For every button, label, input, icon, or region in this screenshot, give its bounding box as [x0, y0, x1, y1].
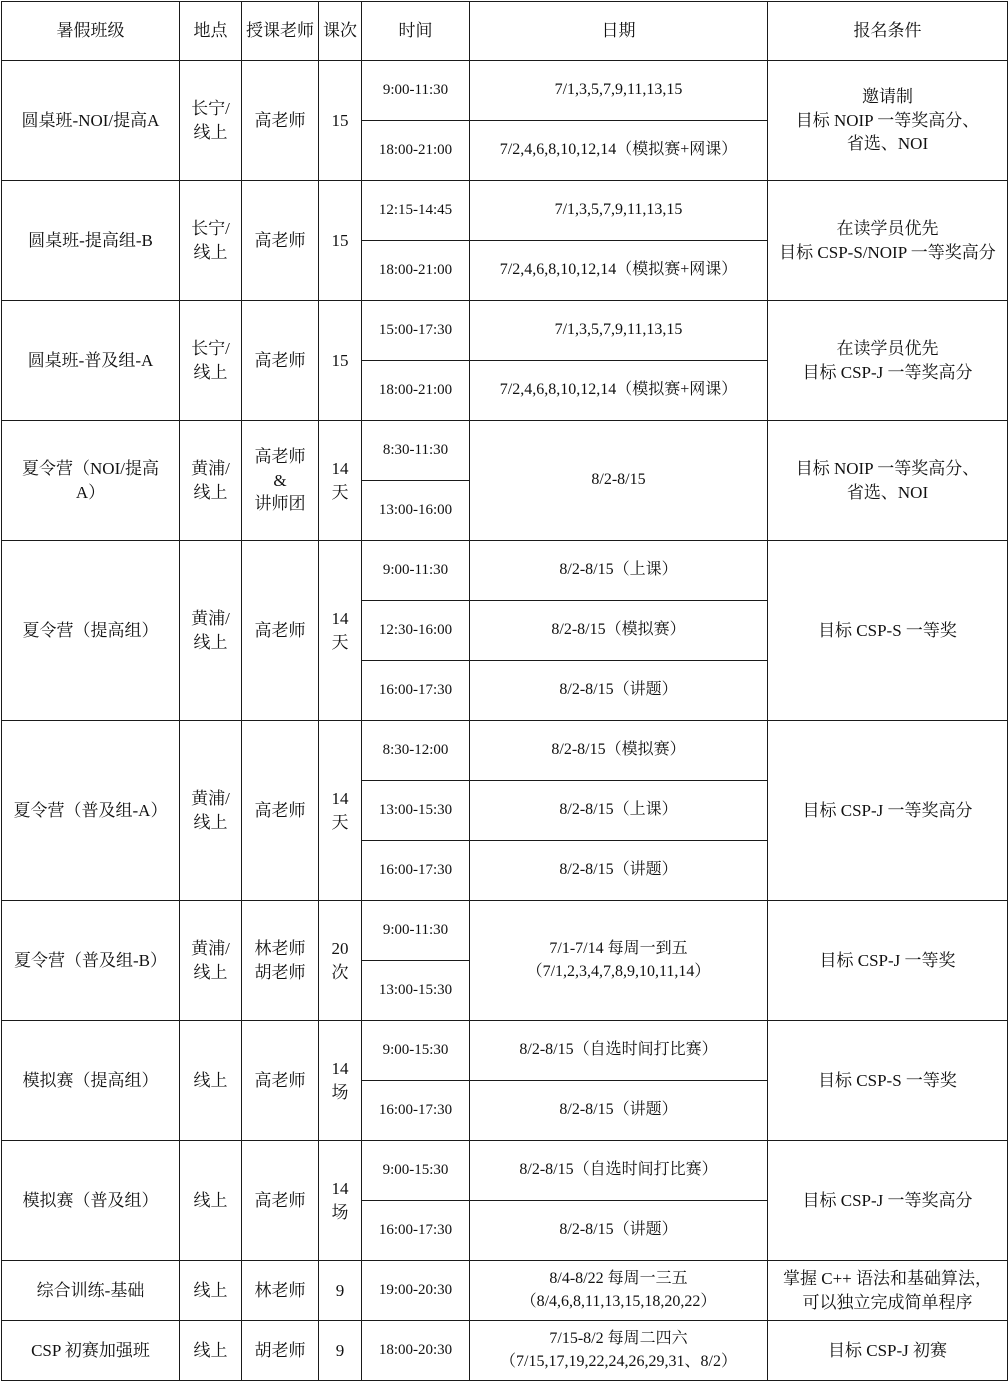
sessions: 20 次 — [319, 901, 362, 1021]
teacher: 林老师 胡老师 — [242, 901, 319, 1021]
time-slot: 8:30-11:30 — [362, 421, 470, 481]
time-slot: 9:00-11:30 — [362, 61, 470, 121]
location: 黄浦/ 线上 — [180, 901, 242, 1021]
location: 长宁/ 线上 — [180, 61, 242, 181]
date-range: 7/1,3,5,7,9,11,13,15 — [470, 181, 768, 241]
sessions: 14 场 — [319, 1141, 362, 1261]
date-range: 7/15-8/2 每周二四六 （7/15,17,19,22,24,26,29,31、8/2） — [470, 1321, 768, 1381]
table-row — [2, 1261, 1008, 1321]
table-row — [2, 301, 1008, 361]
requirement: 邀请制 目标 NOIP 一等奖高分、 省选、NOI — [768, 61, 1008, 181]
requirement: 在读学员优先 目标 CSP-J 一等奖高分 — [768, 301, 1008, 421]
teacher: 高老师 — [242, 1021, 319, 1141]
requirement: 目标 CSP-J 一等奖 — [768, 901, 1008, 1021]
location: 线上 — [180, 1141, 242, 1261]
time-slot: 9:00-11:30 — [362, 541, 470, 601]
teacher: 高老师 — [242, 181, 319, 301]
class-name: 夏令营（普及组-B） — [2, 901, 180, 1021]
location: 线上 — [180, 1021, 242, 1141]
teacher: 林老师 — [242, 1261, 319, 1321]
date-range: 8/2-8/15（自选时间打比赛） — [470, 1021, 768, 1081]
table-row — [2, 1321, 1008, 1381]
header-time: 时间 — [362, 2, 470, 61]
time-slot: 18:00-21:00 — [362, 121, 470, 181]
date-range: 8/2-8/15（模拟赛） — [470, 721, 768, 781]
date-range: 8/2-8/15（模拟赛） — [470, 601, 768, 661]
requirement: 目标 CSP-J 一等奖高分 — [768, 721, 1008, 901]
class-name: 夏令营（提高组） — [2, 541, 180, 721]
time-slot: 18:00-21:00 — [362, 241, 470, 301]
date-range: 8/2-8/15（讲题） — [470, 1081, 768, 1141]
time-slot: 18:00-21:00 — [362, 361, 470, 421]
date-range: 8/2-8/15 — [470, 421, 768, 541]
location: 黄浦/ 线上 — [180, 541, 242, 721]
sessions: 14 天 — [319, 541, 362, 721]
teacher: 胡老师 — [242, 1321, 319, 1381]
table-row — [2, 1021, 1008, 1081]
table-row — [2, 541, 1008, 601]
table-row — [2, 181, 1008, 241]
date-range: 7/2,4,6,8,10,12,14（模拟赛+网课） — [470, 361, 768, 421]
date-range: 8/2-8/15（讲题） — [470, 1201, 768, 1261]
teacher: 高老师 — [242, 721, 319, 901]
time-slot: 8:30-12:00 — [362, 721, 470, 781]
time-slot: 12:15-14:45 — [362, 181, 470, 241]
location: 线上 — [180, 1261, 242, 1321]
date-range: 8/2-8/15（自选时间打比赛） — [470, 1141, 768, 1201]
requirement: 目标 CSP-J 初赛 — [768, 1321, 1008, 1381]
time-slot: 13:00-15:30 — [362, 961, 470, 1021]
time-slot: 13:00-15:30 — [362, 781, 470, 841]
time-slot: 12:30-16:00 — [362, 601, 470, 661]
time-slot: 9:00-11:30 — [362, 901, 470, 961]
class-name: 夏令营（NOI/提高 A） — [2, 421, 180, 541]
date-range: 7/1,3,5,7,9,11,13,15 — [470, 301, 768, 361]
teacher: 高老师 — [242, 1141, 319, 1261]
time-slot: 16:00-17:30 — [362, 1201, 470, 1261]
date-range: 8/2-8/15（上课） — [470, 541, 768, 601]
table-row — [2, 721, 1008, 781]
class-name: 圆桌班-提高组-B — [2, 181, 180, 301]
class-name: 夏令营（普及组-A） — [2, 721, 180, 901]
date-range: 7/1,3,5,7,9,11,13,15 — [470, 61, 768, 121]
table-row — [2, 1141, 1008, 1201]
time-slot: 19:00-20:30 — [362, 1261, 470, 1321]
location: 长宁/ 线上 — [180, 181, 242, 301]
teacher: 高老师 — [242, 541, 319, 721]
class-name: CSP 初赛加强班 — [2, 1321, 180, 1381]
sessions: 9 — [319, 1321, 362, 1381]
date-range: 8/2-8/15（讲题） — [470, 661, 768, 721]
teacher: 高老师 & 讲师团 — [242, 421, 319, 541]
date-range: 7/2,4,6,8,10,12,14（模拟赛+网课） — [470, 121, 768, 181]
class-name: 综合训练-基础 — [2, 1261, 180, 1321]
location: 黄浦/ 线上 — [180, 421, 242, 541]
class-name: 圆桌班-NOI/提高A — [2, 61, 180, 181]
class-name: 模拟赛（提高组） — [2, 1021, 180, 1141]
date-range: 8/2-8/15（上课） — [470, 781, 768, 841]
sessions: 14 天 — [319, 721, 362, 901]
teacher: 高老师 — [242, 61, 319, 181]
time-slot: 16:00-17:30 — [362, 1081, 470, 1141]
date-range: 7/1-7/14 每周一到五 （7/1,2,3,4,7,8,9,10,11,14） — [470, 901, 768, 1021]
time-slot: 15:00-17:30 — [362, 301, 470, 361]
time-slot: 9:00-15:30 — [362, 1021, 470, 1081]
sessions: 9 — [319, 1261, 362, 1321]
requirement: 掌握 C++ 语法和基础算法， 可以独立完成简单程序 — [768, 1261, 1008, 1321]
requirement: 在读学员优先 目标 CSP-S/NOIP 一等奖高分 — [768, 181, 1008, 301]
time-slot: 16:00-17:30 — [362, 841, 470, 901]
class-name: 圆桌班-普及组-A — [2, 301, 180, 421]
location: 黄浦/ 线上 — [180, 721, 242, 901]
table-row — [2, 421, 1008, 481]
header-location: 地点 — [180, 2, 242, 61]
location: 线上 — [180, 1321, 242, 1381]
class-name: 模拟赛（普及组） — [2, 1141, 180, 1261]
date-range: 7/2,4,6,8,10,12,14（模拟赛+网课） — [470, 241, 768, 301]
header-sessions: 课次 — [319, 2, 362, 61]
requirement: 目标 CSP-S 一等奖 — [768, 1021, 1008, 1141]
sessions: 14 场 — [319, 1021, 362, 1141]
schedule-table — [1, 1, 1008, 1381]
sessions: 15 — [319, 181, 362, 301]
date-range: 8/4-8/22 每周一三五 （8/4,6,8,11,13,15,18,20,22） — [470, 1261, 768, 1321]
header-class: 暑假班级 — [2, 2, 180, 61]
header-teacher: 授课老师 — [242, 2, 319, 61]
time-slot: 13:00-16:00 — [362, 481, 470, 541]
sessions: 15 — [319, 301, 362, 421]
requirement: 目标 CSP-S 一等奖 — [768, 541, 1008, 721]
header-requirement: 报名条件 — [768, 2, 1008, 61]
time-slot: 18:00-20:30 — [362, 1321, 470, 1381]
requirement: 目标 NOIP 一等奖高分、 省选、NOI — [768, 421, 1008, 541]
requirement: 目标 CSP-J 一等奖高分 — [768, 1141, 1008, 1261]
date-range: 8/2-8/15（讲题） — [470, 841, 768, 901]
sessions: 14 天 — [319, 421, 362, 541]
time-slot: 9:00-15:30 — [362, 1141, 470, 1201]
time-slot: 16:00-17:30 — [362, 661, 470, 721]
location: 长宁/ 线上 — [180, 301, 242, 421]
sessions: 15 — [319, 61, 362, 181]
table-row — [2, 61, 1008, 121]
header-date: 日期 — [470, 2, 768, 61]
teacher: 高老师 — [242, 301, 319, 421]
table-row — [2, 901, 1008, 961]
header-row — [2, 2, 1008, 61]
